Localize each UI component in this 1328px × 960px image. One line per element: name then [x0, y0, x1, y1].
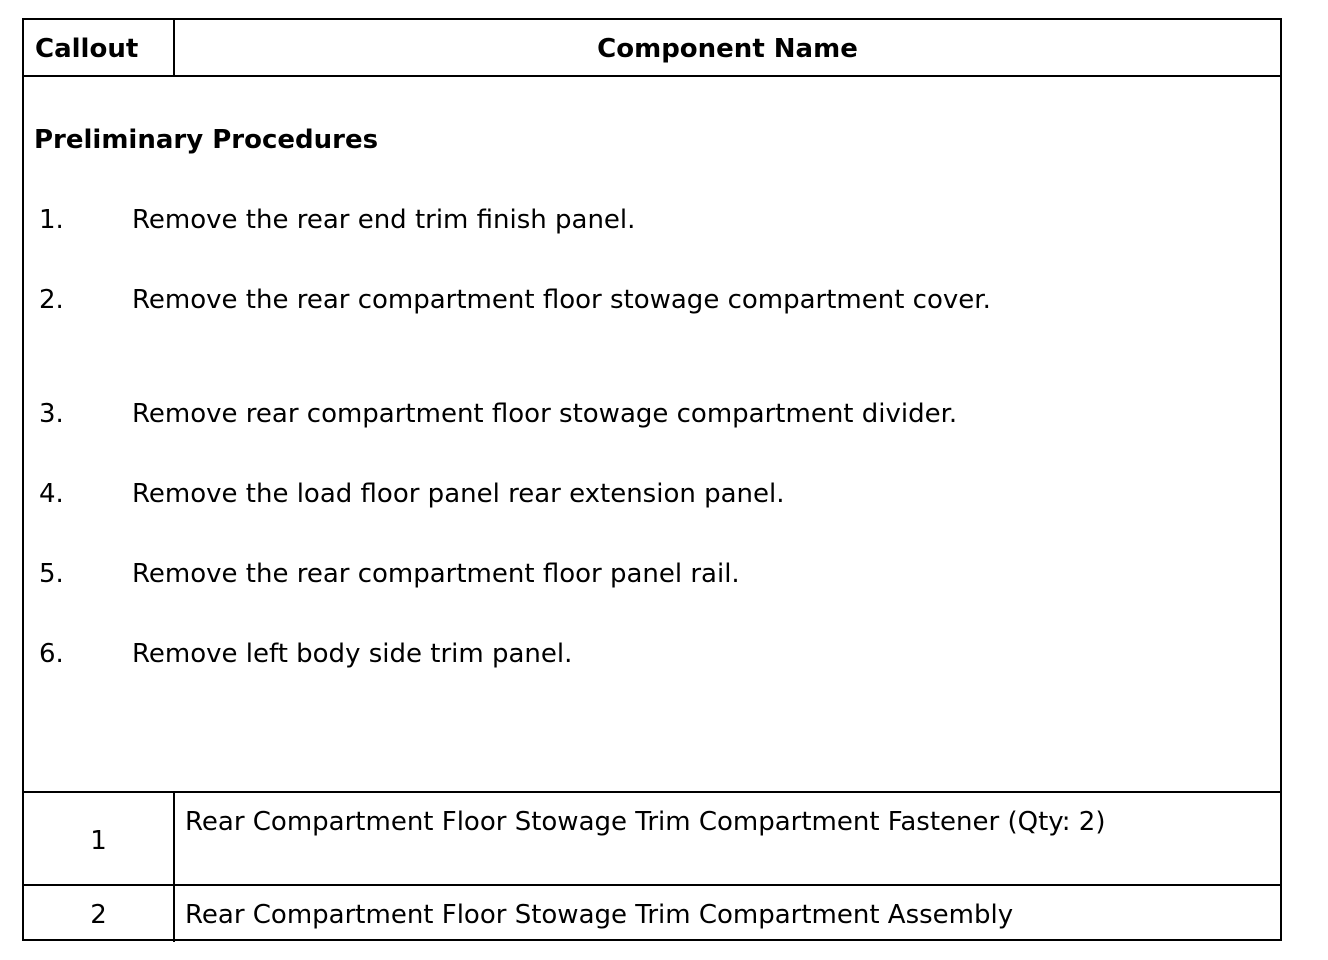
step-number: 4. — [39, 479, 64, 509]
step-number: 3. — [39, 399, 64, 429]
header-column-divider — [173, 20, 175, 76]
step-number: 5. — [39, 559, 64, 589]
row-callout: 2 — [90, 900, 107, 930]
step-text: Remove the rear compartment floor stowage compartment cover. — [132, 285, 991, 315]
step-text: Remove left body side trim panel. — [132, 639, 573, 669]
preliminary-procedures-title: Preliminary Procedures — [34, 125, 379, 155]
step-text: Remove the rear end trim finish panel. — [132, 205, 636, 235]
step-number: 2. — [39, 285, 64, 315]
step-text: Remove rear compartment floor stowage compartment divider. — [132, 399, 958, 429]
component-table — [22, 18, 1282, 941]
procedure-step — [24, 477, 1280, 511]
procedure-step — [24, 283, 1280, 317]
row-component-name: Rear Compartment Floor Stowage Trim Compartment Assembly — [185, 900, 1014, 930]
procedure-step — [24, 637, 1280, 671]
step-text: Remove the rear compartment floor panel rail. — [132, 559, 740, 589]
row-divider — [24, 884, 1280, 886]
step-number: 6. — [39, 639, 64, 669]
procedure-step — [24, 557, 1280, 591]
rows-column-divider — [173, 792, 175, 942]
procedure-step — [24, 203, 1280, 237]
step-number: 1. — [39, 205, 64, 235]
procedure-step — [24, 397, 1280, 431]
header-component-name: Component Name — [597, 34, 858, 64]
header-callout: Callout — [35, 34, 139, 64]
step-text: Remove the load floor panel rear extension panel. — [132, 479, 785, 509]
row-divider — [24, 791, 1280, 793]
header-divider — [24, 75, 1280, 77]
row-callout: 1 — [90, 826, 107, 856]
row-component-name: Rear Compartment Floor Stowage Trim Compartment Fastener (Qty: 2) — [185, 807, 1106, 837]
